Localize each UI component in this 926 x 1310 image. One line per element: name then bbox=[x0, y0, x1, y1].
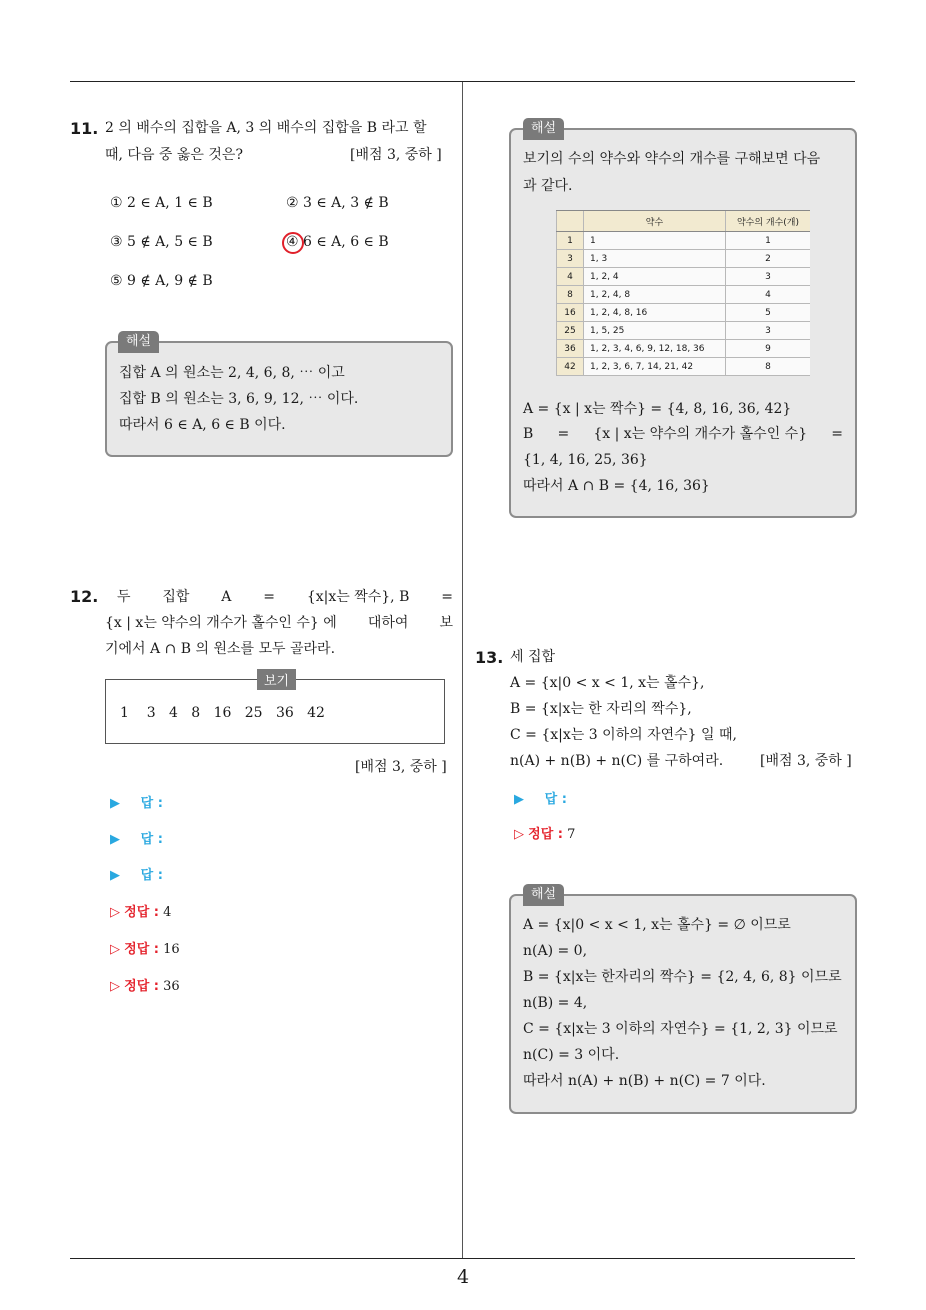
correct-value: 7 bbox=[567, 827, 576, 842]
table-row bbox=[557, 358, 811, 376]
table-cell: 9 bbox=[726, 340, 811, 358]
table-cell: 1, 2, 4 bbox=[584, 268, 726, 286]
question-line: A = {x|0 < x < 1, x는 홀수}, bbox=[510, 675, 705, 691]
choice-mark: ① bbox=[110, 195, 123, 211]
table-cell: 1, 2, 3, 6, 7, 14, 21, 42 bbox=[584, 358, 726, 376]
table-cell: 1 bbox=[557, 232, 584, 250]
text-fragment: B bbox=[523, 426, 534, 442]
explanation-intro-line2: 과 같다. bbox=[523, 178, 573, 194]
correct-answer-2 bbox=[110, 938, 180, 957]
table-cell: 3 bbox=[726, 322, 811, 340]
table-header bbox=[557, 211, 584, 232]
question-line: n(A) + n(B) + n(C) 를 구하여라. bbox=[510, 753, 724, 769]
table-cell: 25 bbox=[557, 322, 584, 340]
text-fragment: {x | x는 약수의 개수가 홀수인 수} 에 bbox=[105, 615, 337, 631]
question-number: 13. bbox=[475, 648, 504, 667]
explanation-line-b2: {1, 4, 16, 25, 36} bbox=[523, 452, 648, 468]
table-row bbox=[557, 340, 811, 358]
table-row bbox=[557, 322, 811, 340]
explanation-line: 따라서 6 ∈ A, 6 ∈ B 이다. bbox=[119, 417, 286, 433]
explanation-line: n(C) = 3 이다. bbox=[523, 1047, 620, 1063]
correct-value: 16 bbox=[163, 942, 180, 957]
answer-label: 답 : bbox=[140, 868, 163, 883]
table-cell: 1, 3 bbox=[584, 250, 726, 268]
table-cell: 1, 2, 4, 8 bbox=[584, 286, 726, 304]
question-text-line1: 2 의 배수의 집합을 A, 3 의 배수의 집합을 B 라고 할 bbox=[105, 120, 427, 136]
outline-arrow-icon: ▷ bbox=[110, 942, 120, 957]
table-row bbox=[557, 268, 811, 286]
play-arrow-icon: ▶ bbox=[514, 792, 524, 807]
bogi-items bbox=[120, 703, 325, 723]
table-header: 약수의 개수(개) bbox=[726, 211, 811, 232]
correct-label: 정답 : bbox=[528, 827, 563, 842]
outline-arrow-icon: ▷ bbox=[110, 979, 120, 994]
choice-2[interactable] bbox=[286, 195, 389, 211]
question-line: B = {x|x는 한 자리의 짝수}, bbox=[510, 701, 692, 717]
bogi-item: 25 bbox=[244, 705, 263, 721]
answer-label: 답 : bbox=[140, 832, 163, 847]
question-line: C = {x|x는 3 이하의 자연수} 일 때, bbox=[510, 727, 737, 743]
table-header: 약수 bbox=[584, 211, 726, 232]
correct-answer bbox=[514, 823, 575, 842]
table-cell: 1, 5, 25 bbox=[584, 322, 726, 340]
question-title: 세 집합 bbox=[510, 649, 556, 665]
score-label: [배점 3, 중하 ] bbox=[350, 147, 442, 163]
explanation-intro-line1: 보기의 수의 약수와 약수의 개수를 구해보면 다음 bbox=[523, 151, 821, 167]
answer-input-3[interactable] bbox=[110, 864, 163, 883]
text-fragment: = bbox=[557, 426, 570, 442]
choice-mark: ⑤ bbox=[110, 273, 123, 289]
question-text-line2 bbox=[105, 613, 453, 633]
explanation-line: 집합 B 의 원소는 3, 6, 9, 12, ⋯ 이다. bbox=[119, 391, 359, 407]
text-fragment: 두 bbox=[117, 589, 131, 605]
explanation-tag: 해설 bbox=[118, 331, 159, 353]
table-cell: 1, 2, 3, 4, 6, 9, 12, 18, 36 bbox=[584, 340, 726, 358]
text-fragment: {x|x는 짝수}, B bbox=[306, 589, 410, 605]
explanation-line: n(A) = 0, bbox=[523, 943, 588, 959]
table-cell: 3 bbox=[557, 250, 584, 268]
column-divider bbox=[462, 82, 463, 1258]
bogi-item: 3 bbox=[146, 705, 156, 721]
correct-answer-3 bbox=[110, 975, 180, 994]
play-arrow-icon: ▶ bbox=[110, 796, 120, 811]
choice-3[interactable] bbox=[110, 234, 213, 250]
bogi-item: 42 bbox=[307, 705, 325, 721]
answer-input-1[interactable] bbox=[110, 792, 163, 811]
bogi-item: 4 bbox=[169, 705, 178, 721]
table-cell: 1 bbox=[726, 232, 811, 250]
bogi-item: 36 bbox=[275, 705, 294, 721]
page-number: 4 bbox=[456, 1266, 470, 1288]
correct-value: 36 bbox=[163, 979, 180, 994]
score-label: [배점 3, 중하 ] bbox=[355, 759, 447, 775]
explanation-line: A = {x|0 < x < 1, x는 홀수} = ∅ 이므로 bbox=[523, 917, 791, 933]
outline-arrow-icon: ▷ bbox=[110, 905, 120, 920]
answer-input-2[interactable] bbox=[110, 828, 163, 847]
outline-arrow-icon: ▷ bbox=[514, 827, 524, 842]
correct-value: 4 bbox=[163, 905, 172, 920]
text-fragment: A bbox=[221, 589, 232, 605]
question-number: 11. bbox=[70, 119, 99, 138]
table-cell: 8 bbox=[726, 358, 811, 376]
choice-4[interactable] bbox=[286, 234, 389, 250]
explanation-line-c: 따라서 A ∩ B = {4, 16, 36} bbox=[523, 478, 710, 494]
table-row bbox=[557, 250, 811, 268]
explanation-tag: 해설 bbox=[523, 118, 564, 140]
play-arrow-icon: ▶ bbox=[110, 868, 120, 883]
answer-label: 답 : bbox=[140, 796, 163, 811]
choice-text: 5 ∉ A, 5 ∈ B bbox=[127, 234, 213, 250]
answer-input[interactable] bbox=[514, 788, 567, 807]
bogi-item: 8 bbox=[191, 705, 201, 721]
choice-text: 2 ∈ A, 1 ∈ B bbox=[127, 195, 213, 211]
text-fragment: 대하여 bbox=[367, 615, 409, 631]
table-cell: 42 bbox=[557, 358, 584, 376]
table-cell: 5 bbox=[726, 304, 811, 322]
question-text-line2: 때, 다음 중 옳은 것은? bbox=[105, 147, 243, 163]
table-row bbox=[557, 286, 811, 304]
choice-5[interactable] bbox=[110, 273, 213, 289]
choice-mark: ② bbox=[286, 195, 299, 211]
table-row bbox=[557, 304, 811, 322]
table-cell: 2 bbox=[726, 250, 811, 268]
table-cell: 4 bbox=[726, 286, 811, 304]
explanation-line: 따라서 n(A) + n(B) + n(C) = 7 이다. bbox=[523, 1073, 766, 1089]
correct-label: 정답 : bbox=[124, 942, 159, 957]
answer-label: 답 : bbox=[544, 792, 567, 807]
question-text-line1 bbox=[117, 587, 453, 607]
bogi-tag: 보기 bbox=[257, 669, 296, 690]
explanation-line: B = {x|x는 한자리의 짝수} = {2, 4, 6, 8} 이므로 bbox=[523, 969, 842, 985]
table-cell: 3 bbox=[726, 268, 811, 286]
explanation-tag: 해설 bbox=[523, 884, 564, 906]
text-fragment: 집합 bbox=[162, 589, 190, 605]
question-number: 12. bbox=[70, 587, 99, 606]
explanation-line-b bbox=[523, 424, 843, 444]
choice-text: 9 ∉ A, 9 ∉ B bbox=[127, 273, 213, 289]
table-cell: 4 bbox=[557, 268, 584, 286]
table-cell: 8 bbox=[557, 286, 584, 304]
choice-text: 3 ∈ A, 3 ∉ B bbox=[303, 195, 389, 211]
explanation-line: C = {x|x는 3 이하의 자연수} = {1, 2, 3} 이므로 bbox=[523, 1021, 838, 1037]
score-label: [배점 3, 중하 ] bbox=[760, 753, 852, 769]
choice-mark: ④ bbox=[286, 234, 299, 250]
correct-label: 정답 : bbox=[124, 905, 159, 920]
table-cell: 1 bbox=[584, 232, 726, 250]
choice-mark: ③ bbox=[110, 234, 123, 250]
explanation-line: n(B) = 4, bbox=[523, 995, 588, 1011]
question-text-line3: 기에서 A ∩ B 의 원소를 모두 골라라. bbox=[105, 641, 336, 657]
divisor-table bbox=[556, 210, 810, 376]
text-fragment: {x | x는 약수의 개수가 홀수인 수} bbox=[593, 426, 808, 442]
explanation-line: 집합 A 의 원소는 2, 4, 6, 8, ⋯ 이고 bbox=[119, 365, 345, 381]
table-cell: 1, 2, 4, 8, 16 bbox=[584, 304, 726, 322]
table-cell: 16 bbox=[557, 304, 584, 322]
explanation-line-a: A = {x | x는 짝수} = {4, 8, 16, 36, 42} bbox=[523, 401, 792, 417]
table-cell: 36 bbox=[557, 340, 584, 358]
bogi-item: 1 bbox=[120, 705, 129, 721]
correct-answer-1 bbox=[110, 901, 171, 920]
bogi-item: 16 bbox=[213, 705, 232, 721]
table-row bbox=[557, 232, 811, 250]
correct-label: 정답 : bbox=[124, 979, 159, 994]
bottom-rule bbox=[70, 1258, 855, 1259]
play-arrow-icon: ▶ bbox=[110, 832, 120, 847]
table-header-row bbox=[557, 211, 811, 232]
choice-1[interactable] bbox=[110, 195, 213, 211]
text-fragment: = bbox=[441, 589, 453, 605]
text-fragment: 보 bbox=[439, 615, 453, 631]
text-fragment: = bbox=[263, 589, 275, 605]
choice-text: 6 ∈ A, 6 ∈ B bbox=[303, 234, 389, 250]
text-fragment: = bbox=[831, 426, 843, 442]
